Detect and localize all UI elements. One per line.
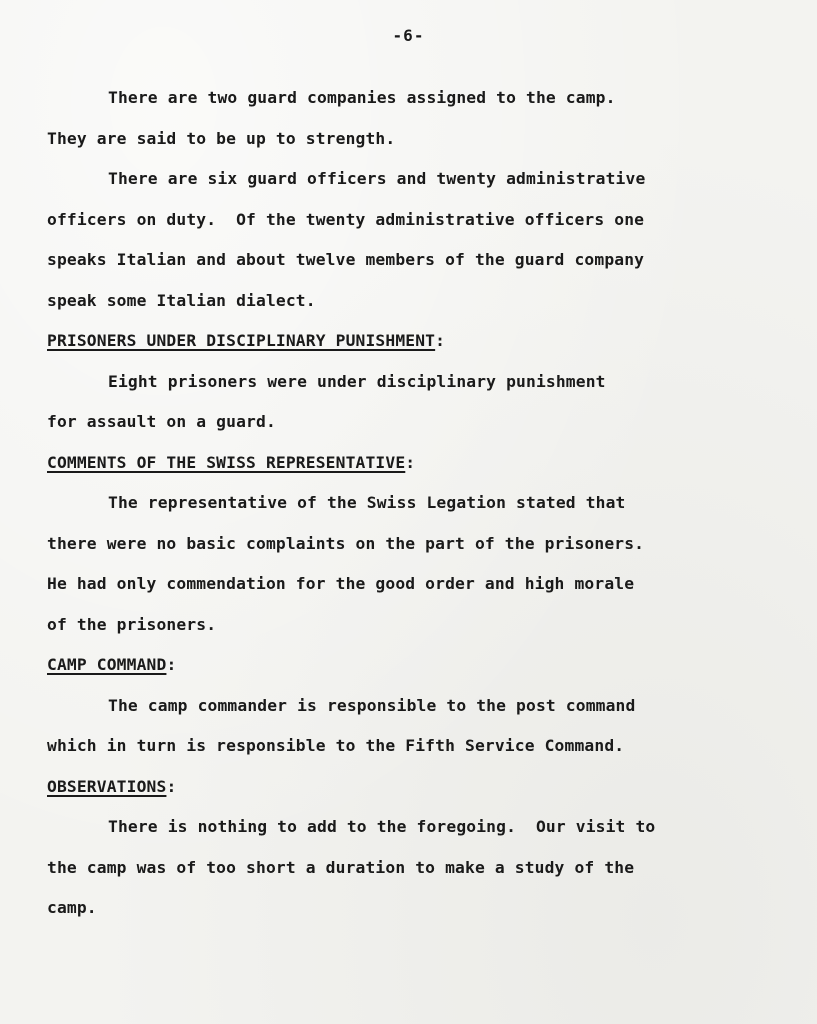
text-line: There is nothing to add to the foregoing. Our visit to [108,817,656,836]
section-heading-suffix: : [166,776,177,796]
text-line: He had only commendation for the good order and high morale [47,574,635,593]
text-line: officers on duty. Of the twenty administrative officers one [47,209,645,229]
text-line: there were no basic complaints on the part of the prisoners. [47,533,645,553]
section-heading-text: PRISONERS UNDER DISCIPLINARY PUNISHMENT [47,331,436,350]
text-line: of the prisoners. [47,614,217,634]
text-line: which in turn is responsible to the Fifth Service Command. [47,736,625,755]
section-heading [47,443,787,484]
text-line: speaks Italian and about twelve members of the guard company [47,250,645,269]
section-heading [47,321,787,362]
text-line: There are two guard companies assigned to the camp. [108,88,616,107]
section-heading [47,645,787,686]
section-heading-suffix: : [405,452,416,472]
text-line: Eight prisoners were under disciplinary punishment [108,371,606,391]
text-line: camp. [47,898,97,917]
text-line: They are said to be up to strength. [47,128,396,148]
text-line: speak some Italian dialect. [47,290,316,310]
section-heading-suffix: : [166,655,177,674]
section-heading-text: COMMENTS OF THE SWISS REPRESENTATIVE [47,452,406,472]
section-heading [47,767,787,808]
section-heading-text: CAMP COMMAND [47,655,167,674]
document-body [47,78,787,929]
text-line: The representative of the Swiss Legation stated that [108,493,626,512]
section-heading-suffix: : [435,331,446,350]
text-line: The camp commander is responsible to the post command [108,695,636,715]
text-line: There are six guard officers and twenty administrative [108,169,646,188]
text-line: for assault on a guard. [47,412,276,431]
section-heading-text: OBSERVATIONS [47,776,167,796]
page-number: -6- [392,26,425,45]
text-line: the camp was of too short a duration to make a study of the [47,857,635,877]
